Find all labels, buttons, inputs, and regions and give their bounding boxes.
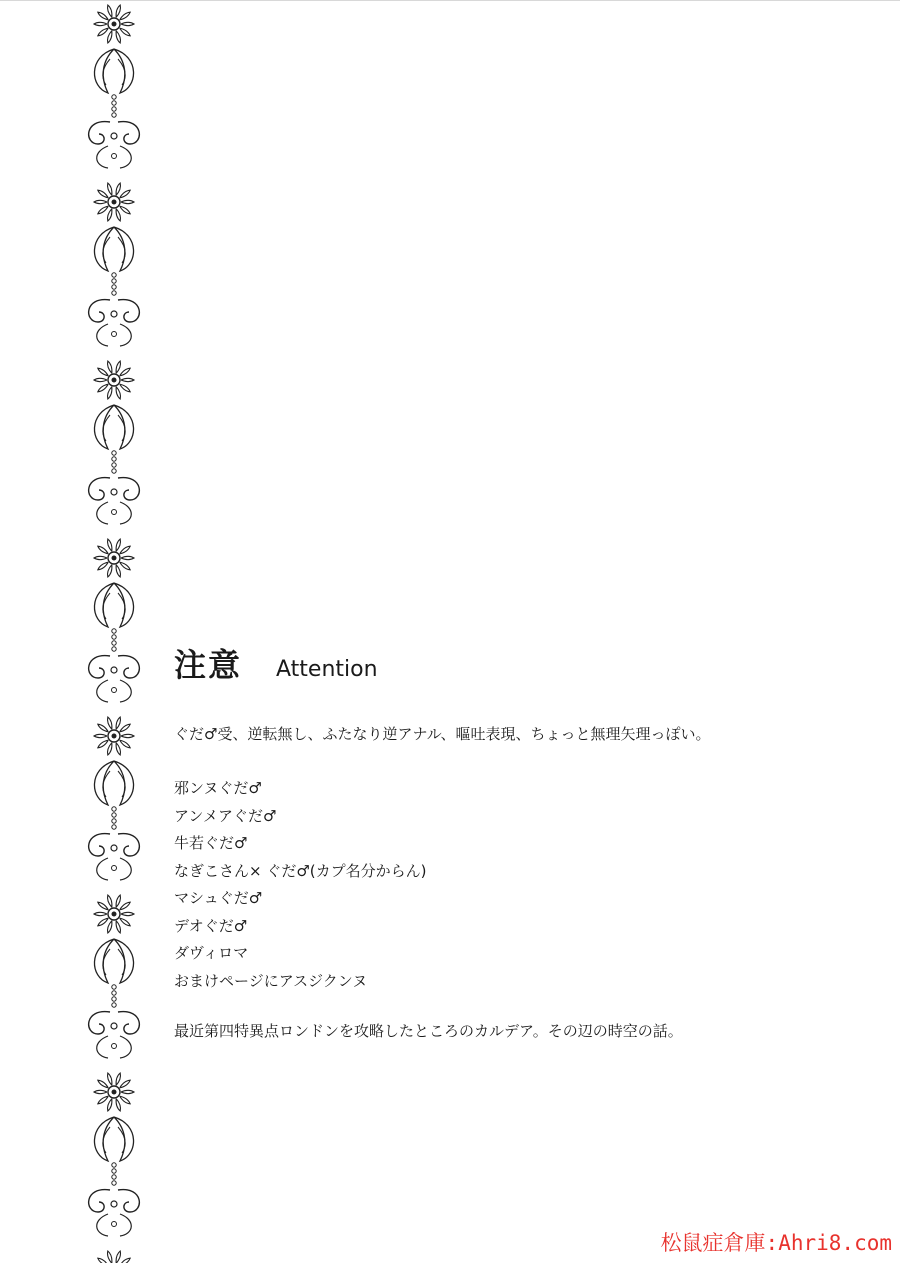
pairing-item: おまけページにアスジクンヌ xyxy=(174,971,368,990)
ornamental-border xyxy=(82,0,146,1263)
setting-note: 最近第四特異点ロンドンを攻略したところのカルデア。その辺の時空の話。 xyxy=(174,1022,683,1040)
pairing-item: 牛若ぐだ♂ xyxy=(174,834,248,852)
pairing-item: なぎこさん× ぐだ♂(カプ名分からん) xyxy=(174,861,427,880)
pairing-item: マシュぐだ♂ xyxy=(174,889,263,907)
pairing-item: アンメアぐだ♂ xyxy=(174,806,277,825)
watermark-text: 松鼠症倉庫:Ahri8.com xyxy=(660,1231,892,1255)
pairing-list xyxy=(174,775,427,995)
pairing-item: デオぐだ♂ xyxy=(174,916,248,935)
pairing-item: ダヴィロマ xyxy=(174,944,249,962)
content-warning: ぐだ♂受、逆転無し、ふたなり逆アナル、嘔吐表現、ちょっと無理矢理っぽい。 xyxy=(174,725,711,743)
page-heading xyxy=(174,640,378,686)
heading-title-jp: 注意 xyxy=(174,646,243,684)
ornament-pattern-icon xyxy=(82,0,146,1263)
pairing-item: 邪ンヌぐだ♂ xyxy=(174,779,262,797)
heading-title-en: Attention xyxy=(276,657,378,682)
